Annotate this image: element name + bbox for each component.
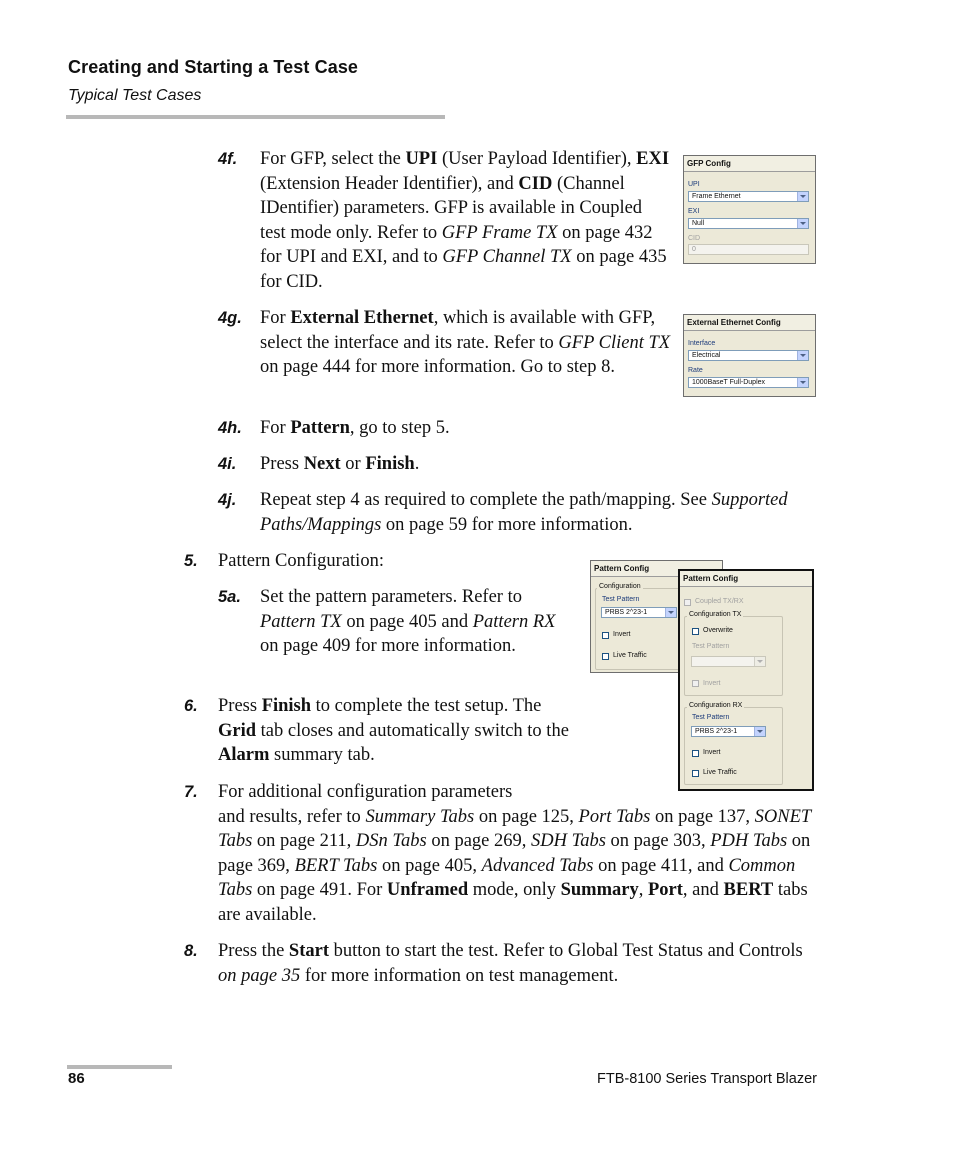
configuration-rx-label: Configuration RX bbox=[689, 702, 743, 709]
configuration-group-label: Configuration bbox=[599, 583, 641, 590]
step-4f-text: For GFP, select the UPI (User Payload Identifier), EXI (Extension Header Identifier), and CID (Channel IDentifier) parameters. GFP is available in Coupled test mode only. Refer to GFP Frame TX on page 432 for UPI and EXI, and to GFP Channel TX on page 435 for CID. bbox=[260, 149, 670, 292]
live-traffic-checkbox[interactable] bbox=[602, 653, 609, 660]
tx-test-pattern-label: Test Pattern bbox=[692, 643, 730, 650]
step-number-7: 7. bbox=[184, 783, 198, 801]
chevron-down-icon bbox=[754, 727, 765, 736]
step-4j-text: Repeat step 4 as required to complete the path/mapping. See Supported Paths/Mappings on page 59 for more information. bbox=[260, 490, 788, 535]
step-number-8: 8. bbox=[184, 942, 198, 960]
cid-label: CID bbox=[688, 235, 701, 242]
step-number-5a: 5a. bbox=[218, 588, 241, 606]
pattern-config-title: Pattern Config bbox=[591, 561, 722, 577]
interface-select[interactable]: Electrical bbox=[688, 350, 809, 361]
tx-invert-checkbox[interactable] bbox=[692, 680, 699, 687]
configuration-tx-label: Configuration TX bbox=[689, 611, 742, 618]
step-8-text: Press the Start button to start the test. Refer to Global Test Status and Controls on page 35 for more information on test management. bbox=[218, 941, 803, 986]
exi-select[interactable]: Null bbox=[688, 218, 809, 229]
overwrite-label: Overwrite bbox=[703, 627, 733, 634]
chevron-down-icon bbox=[797, 378, 808, 387]
chevron-down-icon bbox=[797, 351, 808, 360]
test-pattern-label: Test Pattern bbox=[602, 596, 640, 603]
step-5-text: Pattern Configuration: bbox=[218, 551, 384, 571]
external-ethernet-config-title: External Ethernet Config bbox=[684, 315, 815, 331]
rx-live-traffic-checkbox[interactable] bbox=[692, 770, 699, 777]
product-name: FTB-8100 Series Transport Blazer bbox=[596, 1071, 817, 1087]
rate-select[interactable]: 1000BaseT Full-Duplex bbox=[688, 377, 809, 388]
test-pattern-select[interactable]: PRBS 2^23-1 bbox=[601, 607, 677, 618]
external-ethernet-config-panel bbox=[683, 314, 816, 397]
step-4g-text: For External Ethernet, which is available with GFP, select the interface and its rate. Refer to GFP Client TX on page 444 for more information. Go to step 8. bbox=[260, 308, 671, 378]
coupled-tx-rx-checkbox[interactable] bbox=[684, 599, 691, 606]
pattern-config-front-title: Pattern Config bbox=[680, 571, 812, 587]
step-number-4h: 4h. bbox=[218, 419, 242, 437]
step-6-text: Press Finish to complete the test setup. The Grid tab closes and automatically switch to the Alarm summary tab. bbox=[218, 696, 569, 766]
chevron-down-icon bbox=[797, 192, 808, 201]
chevron-down-icon bbox=[797, 219, 808, 228]
gfp-config-panel bbox=[683, 155, 816, 264]
step-4i-text: Press Next or Finish. bbox=[260, 454, 420, 474]
step-number-4f: 4f. bbox=[218, 150, 238, 168]
tx-test-pattern-select[interactable] bbox=[691, 656, 766, 667]
step-number-4g: 4g. bbox=[218, 309, 242, 327]
step-4h-text: For Pattern, go to step 5. bbox=[260, 418, 450, 438]
chapter-title: Creating and Starting a Test Case bbox=[68, 57, 359, 77]
upi-select[interactable]: Frame Ethernet bbox=[688, 191, 809, 202]
exi-label: EXI bbox=[688, 208, 700, 215]
rx-live-traffic-label: Live Traffic bbox=[703, 769, 737, 776]
step-number-4i: 4i. bbox=[218, 455, 237, 473]
invert-label: Invert bbox=[613, 631, 631, 638]
rate-label: Rate bbox=[688, 367, 703, 374]
rx-invert-label: Invert bbox=[703, 749, 721, 756]
invert-checkbox[interactable] bbox=[602, 632, 609, 639]
chevron-down-icon bbox=[754, 657, 765, 666]
footer-rule bbox=[67, 1065, 172, 1069]
step-number-5: 5. bbox=[184, 552, 198, 570]
page-number: 86 bbox=[68, 1070, 85, 1087]
step-number-6: 6. bbox=[184, 697, 198, 715]
upi-label: UPI bbox=[688, 181, 700, 188]
rx-test-pattern-select[interactable]: PRBS 2^23-1 bbox=[691, 726, 766, 737]
live-traffic-label: Live Traffic bbox=[613, 652, 647, 659]
section-subtitle: Typical Test Cases bbox=[68, 87, 202, 104]
coupled-tx-rx-label: Coupled TX/RX bbox=[695, 598, 744, 605]
rx-test-pattern-label: Test Pattern bbox=[692, 714, 730, 721]
rx-invert-checkbox[interactable] bbox=[692, 750, 699, 757]
chevron-down-icon bbox=[665, 608, 676, 617]
interface-label: Interface bbox=[688, 340, 716, 347]
header-rule bbox=[66, 115, 445, 119]
pattern-config-panel-front bbox=[678, 569, 814, 791]
step-number-4j: 4j. bbox=[218, 491, 237, 509]
step-7-text: For additional configuration parameters and results, refer to Summary Tabs on page 125, Port Tabs on page 137, SONET Tabs on page 211, DSn Tabs on page 269, SDH Tabs on page 303, PDH Tabs on page 369, BERT Tabs on page 405, Advanced Tabs on page 411, and Common Tabs on page 491. For Unframed mode, only Summary, Port, and BERT tabs are available. bbox=[218, 782, 811, 925]
gfp-config-title: GFP Config bbox=[684, 156, 815, 172]
tx-invert-label: Invert bbox=[703, 680, 721, 687]
cid-field[interactable]: 0 bbox=[688, 244, 809, 255]
overwrite-checkbox[interactable] bbox=[692, 628, 699, 635]
step-5a-text: Set the pattern parameters. Refer to Pattern TX on page 405 and Pattern RX on page 409 for more information. bbox=[260, 587, 556, 657]
